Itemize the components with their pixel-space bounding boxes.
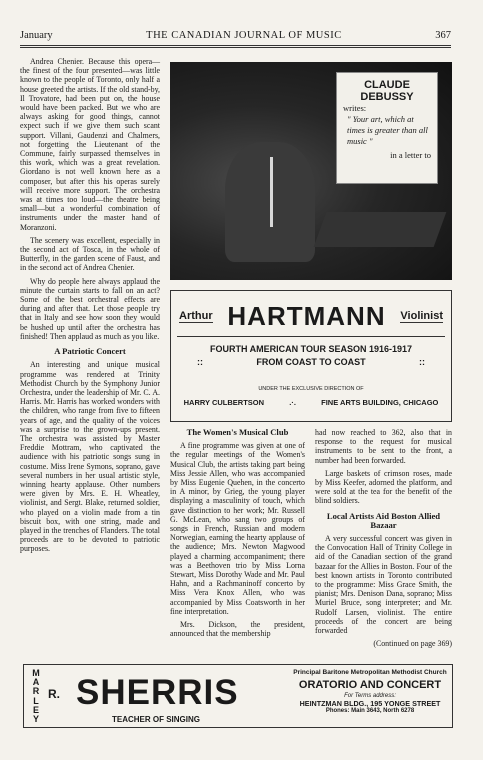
section-heading: Local Artists Aid Boston Allied Bazaar [326,510,441,530]
photo-violin-bow [270,157,273,227]
sherris-title: TEACHER OF SINGING [112,715,201,724]
vertical-first-name-text: MARLEY [32,668,40,725]
divider [177,336,445,337]
manager-address: FINE ARTS BUILDING, CHICAGO [321,398,439,407]
sherris-position: Principal Baritone Metropolitan Methodist Church [293,669,447,676]
header-month: January [20,30,53,41]
sherris-advertisement [23,664,453,728]
tour-coast: FROM COAST TO COAST [256,357,366,367]
article-column-middle [170,428,305,642]
hartmann-photo [170,62,452,280]
article-column-left [20,57,160,558]
section-heading: The Women's Musical Club [186,427,289,437]
paragraph: Why do people here always applaud the minute the curtain starts to fall on an act? Some of the best orchestral effects are during and after that. Let those people try that in Italy and see how soon they would be hushed up until after the orchestra has finished! Then applaud as much as you like. [20,276,160,341]
hartmann-last-name: HARTMANN [227,300,386,331]
hartmann-first-name: Arthur [179,309,213,322]
hartmann-role: Violinist [400,309,443,322]
hartmann-advertisement [170,290,452,422]
header-rule [20,45,451,48]
sherris-specialty: ORATORIO AND CONCERT [298,679,442,691]
initial: R. [48,687,60,701]
paragraph: An interesting and unique musical programme was rendered at Trinity Methodist Church by the Symphony Junior Orchestra, under the leadership of Mr. C. A. Harris. Mr. Harris has worked wonders with the children, who range from five to fifteen years of age, and the quality of the voices was a surprise to the grown-ups present. The orchestra was assisted by Master Freddie Mottram, who captivated the audience with his patriotic songs sung in costume. Miss Irene Symons, soprano, gave several numbers in her usual artistic style, winning hearty applause. Other numbers were given by Mrs. E. H. Wheatley, violinist, and Sergt. Blake, returned soldier, who played on a violin made from a tin biscuit box, with one string, made and played in the trenches of Flanders. The total proceeds are to be devoted to patriotic purposes. [20,360,160,554]
direction-caption: UNDER THE EXCLUSIVE DIRECTION OF [258,386,364,392]
article-column-right [315,428,452,648]
sherris-phones: Phones: Main 3643, North 6278 [325,708,415,714]
quote-writes: writes: [343,103,367,113]
quote-text: " Your art, which at times is greater than all music " [347,114,428,146]
tour-coast-row [171,356,451,369]
running-header [20,30,451,44]
tour-season: FOURTH AMERICAN TOUR SEASON 1916-1917 [209,344,413,354]
quote-name-last: DEBUSSY [360,91,414,103]
sherris-terms: For Terms address: [344,693,396,699]
paragraph: Mrs. Dickson, the president, announced that the membership [170,620,305,639]
paragraph: Andrea Chenier. Because this opera—the finest of the four presented—was little known to the people of Toronto, only half a house greeted the artists. If the old stand-by, Il Trovatore, had been put on, the house would have been packed. But we who are always asking for good things, cannot expect such if we give them such scant support. Villani, Gaudenzi and Chalmers, not forgetting the Lieutenant of the Commune, fairly surpassed themselves in this work, which was a great revelation. Giordano is not well known here as a composer, but after this his operas surely will receive more support. The orchestra was at times too loud—the theatre being small—but a wonderful combination of instruments under the master hand of Moranzoni. [20,57,160,232]
hartmann-title-row [171,299,451,333]
manager-name: HARRY CULBERTSON [183,398,265,407]
colon-mark: :: [197,357,203,367]
paragraph: A fine programme was given at one of the regular meetings of the Women's Musical Club, the artists taking part being Miss Jessie Allen, who was accompanied by Miss Eugenie Quehen, in the concerto in A minor, by Grieg, the young player displaying a masculinity of touch, which gave distinction to her work; Mr. Russell G. McLean, who sang two groups of songs in French, Russian and modern Norwegian, earning the hearty applause of the audience; Mrs. Newton Magwood played a charming accompaniment; there was a Beethoven trio by Miss Lorna Stewart, Miss Dorothy Wade and Mr. Paul Hahn, and a Rachmaninoff concerto by Miss Vera Knox Allen, who was accompanied by Miss Coatsworth in her fine interpretation. [170,441,305,616]
continued-note: (Continued on page 369) [373,639,452,649]
paragraph: A very successful concert was given in the Convocation Hall of Trinity College in aid of the Canadian section of the grand bazaar for the Allies in Boston. Four of the best known artists in Toronto contributed to the programme: Miss Grace Smith, the pianist; Mrs. Denison Dana, soprano; Miss Muriel Bruce, song interpreter; and Mr. Rudolf Larsen, violinist. The entire proceeds of the concert are being forwarded [315,534,452,636]
sherris-address: HEINTZMAN BLDG., 195 YONGE STREET [299,699,441,708]
photo-violin [314,212,447,247]
colon-mark: :: [419,357,425,367]
paragraph: had now reached to 362, also that in response to the request for musical instruments to be sent to the front, a number had been forwarded. [315,428,452,465]
paragraph: The scenery was excellent, especially in the second act of Tosca, in the whole of Butterfly, in the garden scene of Faust, and in the second act of Andrea Chenier. [20,235,160,273]
section-heading: A Patriotic Concert [54,346,126,357]
sherris-name: SHERRIS [76,673,239,712]
sherris-details [292,669,448,714]
quote-tail: in a letter to [390,150,431,160]
management-row [171,398,451,407]
header-journal-title: THE CANADIAN JOURNAL OF MUSIC [146,30,342,41]
vertical-first-name [30,669,42,724]
paragraph: Large baskets of crimson roses, made by Miss Keefer, adorned the platform, and were sold at the tea for the benefit of the blind soldiers. [315,468,452,506]
tour-info [171,343,451,369]
quote-name-first: CLAUDE [364,79,410,91]
debussy-quote-box [336,72,438,184]
separator: .·. [289,398,296,407]
header-page-number: 367 [435,30,451,41]
